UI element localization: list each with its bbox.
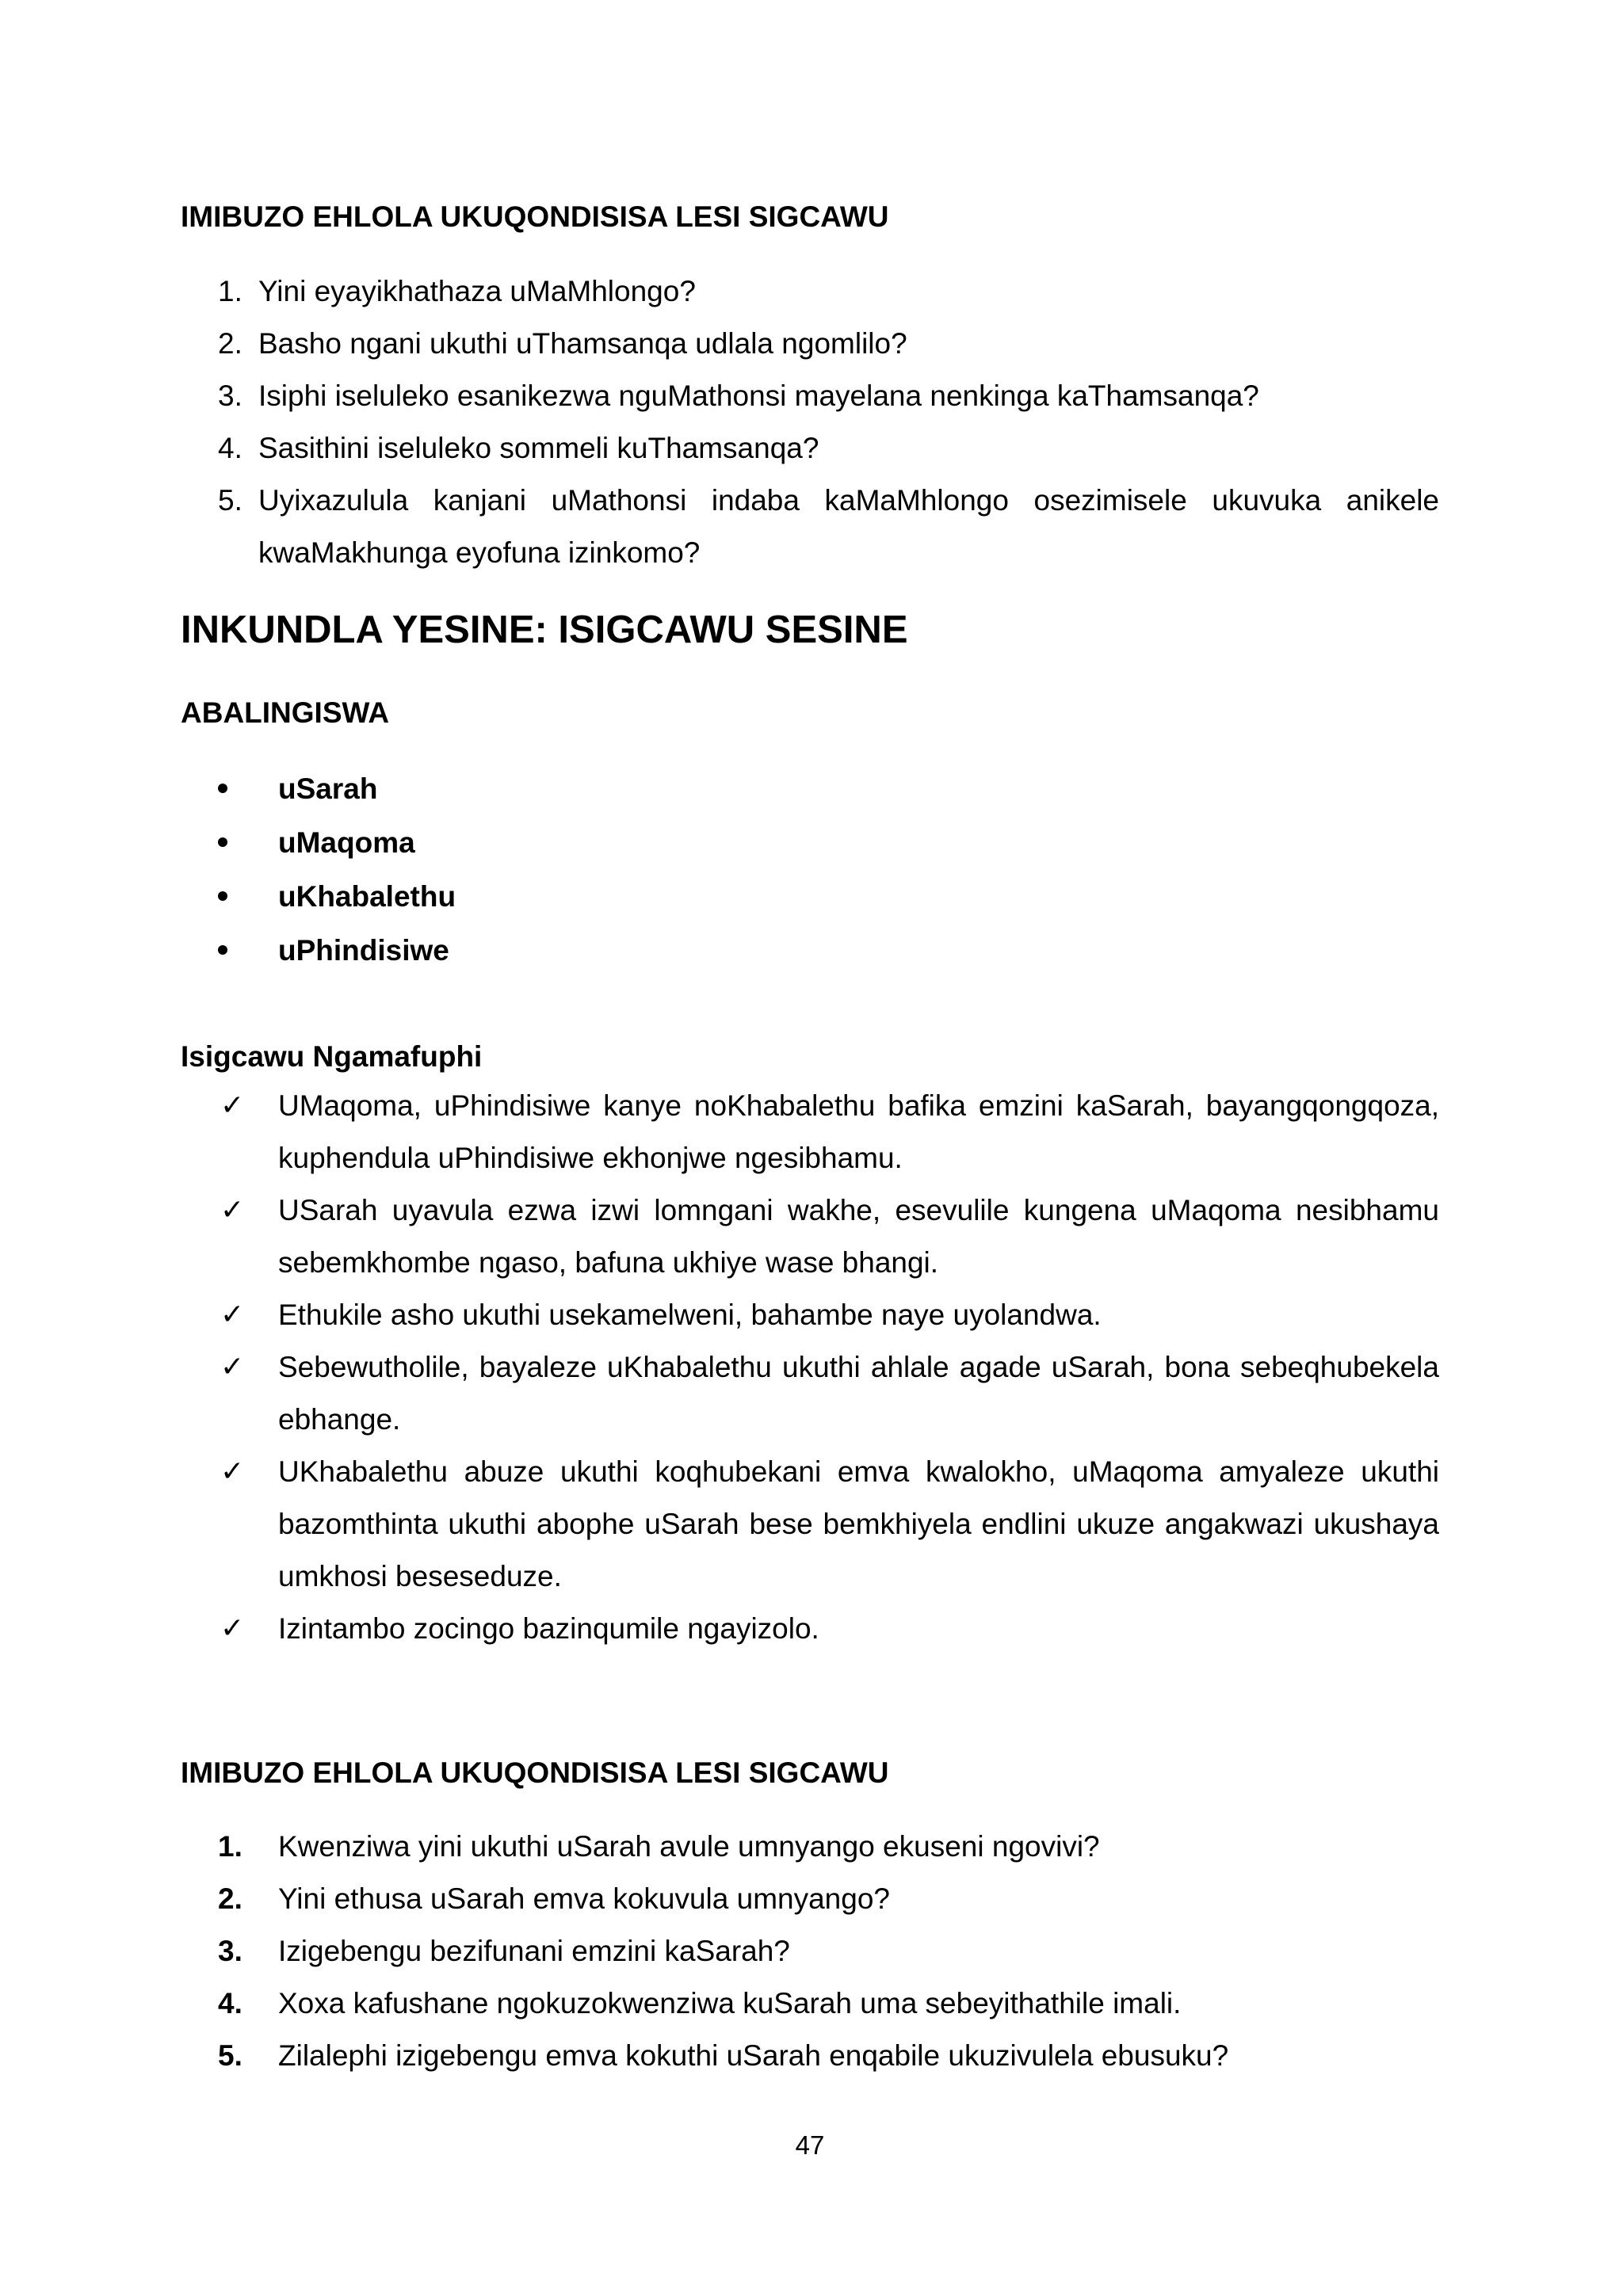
list-item [181, 1446, 1439, 1603]
bullet-icon [218, 837, 227, 847]
question-text: Yini ethusa uSarah emva kokuvula umnyango? [278, 1882, 890, 1915]
question-text: Uyixazulula kanjani uMathonsi indaba kaMaMhlongo osezimisele ukuvuka anikele kwaMakhunga eyofuna izinkomo? [258, 484, 1439, 569]
summary-text: USarah uyavula ezwa izwi lomngani wakhe, esevulile kungena uMaqoma nesibhamu sebemkhombe ngaso, bafuna ukhiye wase bhangi. [278, 1194, 1439, 1279]
list-item [181, 1603, 1439, 1655]
list-item [181, 1341, 1439, 1446]
list-item [181, 422, 1439, 475]
question-text: Xoxa kafushane ngokuzokwenziwa kuSarah uma sebeyithathile imali. [278, 1987, 1182, 2019]
question-number: 1. [218, 275, 242, 307]
character-name: uKhabalethu [278, 880, 456, 913]
bullet-icon [218, 891, 227, 901]
question-text: Yini eyayikhathaza uMaMhlongo? [258, 275, 696, 307]
list-item [181, 475, 1439, 579]
list-item [181, 1080, 1439, 1184]
question-number: 2. [218, 327, 242, 360]
checkmark-icon: ✓ [220, 1455, 245, 1488]
list-item [181, 1925, 1439, 1978]
chapter-title: INKUNDLA YESINE: ISIGCAWU SESINE [181, 608, 908, 651]
character-name: uMaqoma [278, 826, 415, 859]
document-page [181, 0, 1439, 2296]
summary-text: Ethukile asho ukuthi usekamelweni, bahambe naye uyolandwa. [278, 1299, 1102, 1331]
section1-question-list [181, 265, 1439, 579]
summary-text: Sebewutholile, bayaleze uKhabalethu ukuthi ahlale agade uSarah, bona sebeqhubekela ebhange. [278, 1351, 1439, 1436]
checkmark-icon: ✓ [220, 1194, 245, 1226]
question-text: Kwenziwa yini ukuthi uSarah avule umnyango ekuseni ngovivi? [278, 1830, 1100, 1863]
question-number: 3. [218, 379, 242, 412]
summary-text: UMaqoma, uPhindisiwe kanye noKhabalethu bafika emzini kaSarah, bayangqongqoza, kuphendula uPhindisiwe ekhonjwe ngesibhamu. [278, 1089, 1439, 1174]
list-item [181, 2030, 1439, 2082]
list-item [181, 1978, 1439, 2030]
summary-list [181, 1080, 1439, 1655]
list-item [181, 265, 1439, 318]
question-number: 5. [218, 2039, 242, 2072]
question-text: Isiphi iseluleko esanikezwa nguMathonsi mayelana nenkinga kaThamsanqa? [258, 379, 1259, 412]
question-number: 1. [218, 1830, 242, 1863]
bullet-icon [218, 945, 227, 955]
bullet-icon [218, 784, 227, 793]
characters-list [181, 762, 456, 978]
question-text: Izigebengu bezifunani emzini kaSarah? [278, 1935, 790, 1967]
checkmark-icon: ✓ [220, 1089, 245, 1122]
summary-heading: Isigcawu Ngamafuphi [181, 1040, 483, 1073]
checkmark-icon: ✓ [220, 1299, 245, 1331]
page-number: 47 [795, 2130, 825, 2160]
question-number: 2. [218, 1882, 242, 1915]
list-item [181, 1821, 1439, 1873]
summary-text: Izintambo zocingo bazinqumile ngayizolo. [278, 1612, 819, 1645]
list-item [181, 370, 1439, 422]
characters-heading: ABALINGISWA [181, 696, 390, 729]
character-name: uPhindisiwe [278, 934, 449, 967]
list-item [181, 816, 456, 870]
question-number: 3. [218, 1935, 242, 1967]
list-item [181, 762, 456, 816]
list-item [181, 1873, 1439, 1925]
list-item [181, 318, 1439, 370]
checkmark-icon: ✓ [220, 1351, 245, 1383]
question-number: 4. [218, 1987, 242, 2019]
checkmark-icon: ✓ [220, 1612, 245, 1645]
summary-text: UKhabalethu abuze ukuthi koqhubekani emva kwalokho, uMaqoma amyaleze ukuthi bazomthinta ukuthi abophe uSarah bese bemkhiyela endlini ukuze angakwazi ukushaya umkhosi beseseduze. [278, 1455, 1439, 1592]
question-text: Basho ngani ukuthi uThamsanqa udlala ngomlilo? [258, 327, 907, 360]
question-text: Zilalephi izigebengu emva kokuthi uSarah enqabile ukuzivulela ebusuku? [278, 2039, 1229, 2072]
list-item [181, 870, 456, 924]
list-item [181, 1184, 1439, 1289]
question-number: 4. [218, 432, 242, 464]
list-item [181, 1289, 1439, 1341]
question-text: Sasithini iseluleko sommeli kuThamsanqa? [258, 432, 819, 464]
section2-question-list [181, 1821, 1439, 2082]
section2-heading: IMIBUZO EHLOLA UKUQONDISISA LESI SIGCAWU [181, 1756, 889, 1789]
character-name: uSarah [278, 772, 378, 805]
section1-heading: IMIBUZO EHLOLA UKUQONDISISA LESI SIGCAWU [181, 200, 889, 233]
list-item [181, 924, 456, 978]
question-number: 5. [218, 484, 242, 517]
